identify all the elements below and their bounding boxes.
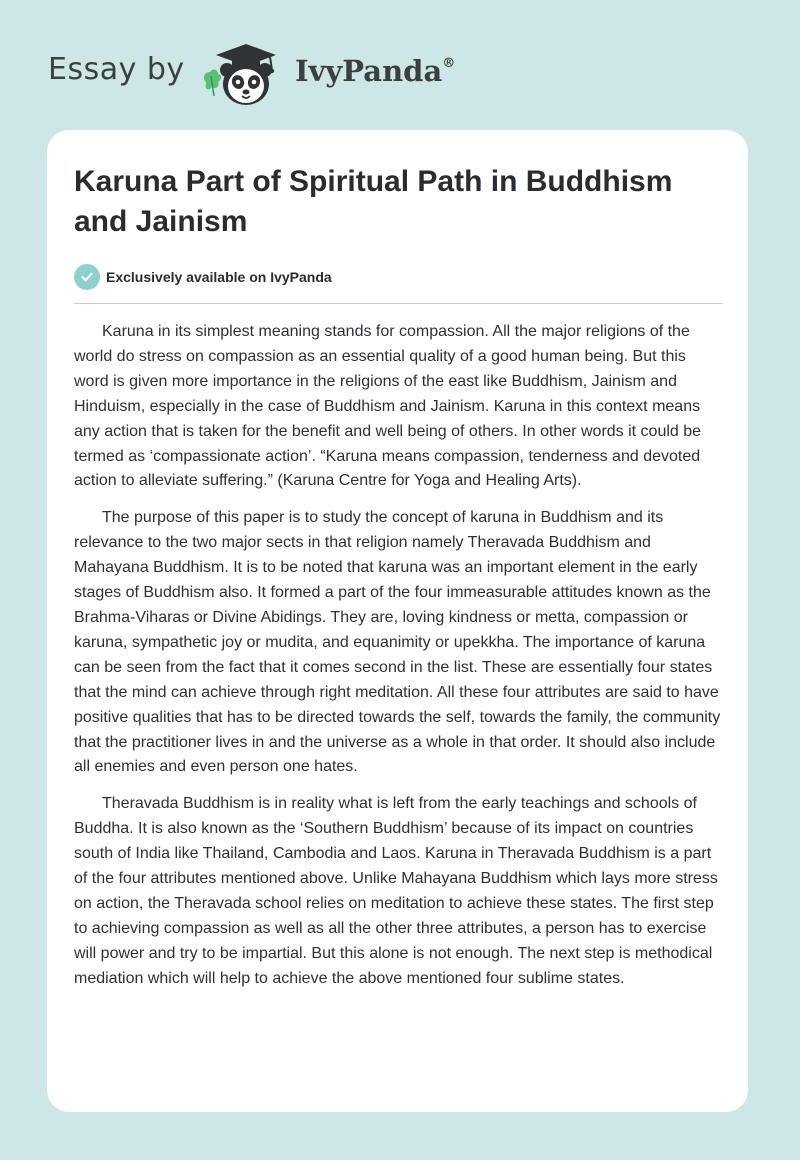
essay-title: Karuna Part of Spiritual Path in Buddhism and Jainism — [74, 165, 673, 238]
ivypanda-logo-icon[interactable] — [200, 38, 292, 108]
exclusive-badge — [74, 264, 332, 290]
essay-body — [74, 320, 724, 1004]
essay-by-label: Essay by — [48, 52, 185, 87]
check-circle-icon — [74, 264, 100, 290]
essay-card — [47, 130, 748, 1112]
essay-paragraph: Theravada Buddhism is in reality what is left from the early teachings and schools of Buddha. It is also known as the ‘Southern Buddhism’ because of its impact on countries south of India like Thailand, Cambodia and Laos. Karuna in Theravada Buddhism is a part of the four attributes mentioned above. Unlike Mahayana Buddhism which lays more stress on action, the Theravada school relies on meditation to achieve these states. The first step to achieving compassion as well as all the other three attributes, a person has to exercise will power and try to be impartial. But this alone is not enough. The next step is methodical mediation which will help to achieve the above mentioned four sublime states. — [74, 795, 718, 987]
essay-paragraph: The purpose of this paper is to study the concept of karuna in Buddhism and its relevance to the two major sects in that religion namely Theravada Buddhism and Mahayana Buddhism. It is to be noted that karuna was an important element in the early stages of Buddhism also. It formed a part of the four immeasurable attitudes known as the Brahma-Viharas or Divine Abidings. They are, loving kindness or metta, compassion or karuna, sympathetic joy or mudita, and equanimity or upekkha. The importance of karuna can be seen from the fact that it comes second in the list. These are essentially four states that the mind can achieve through right meditation. All these four attributes are said to have positive qualities that has to be directed towards the self, towards the family, the community that the practitioner lives in and the universe as a whole in that order. It should also include all enemies and even person one hates. — [74, 509, 721, 776]
brand-name[interactable]: IvyPanda® — [295, 54, 456, 88]
site-header — [0, 0, 800, 130]
exclusive-badge-text: Exclusively available on IvyPanda — [106, 269, 332, 285]
divider — [74, 303, 723, 304]
essay-paragraph: Karuna in its simplest meaning stands for compassion. All the major religions of the world do stress on compassion as an essential quality of a good human being. But this word is given more importance in the religions of the east like Buddhism, Jainism and Hinduism, especially in the case of Buddhism and Jainism. Karuna in this context means any action that is taken for the benefit and well being of others. In other words it could be termed as ‘compassionate action’. “Karuna means compassion, tenderness and devoted action to alleviate suffering.” (Karuna Centre for Yoga and Healing Arts). — [74, 323, 702, 490]
registered-mark: ® — [442, 56, 456, 71]
